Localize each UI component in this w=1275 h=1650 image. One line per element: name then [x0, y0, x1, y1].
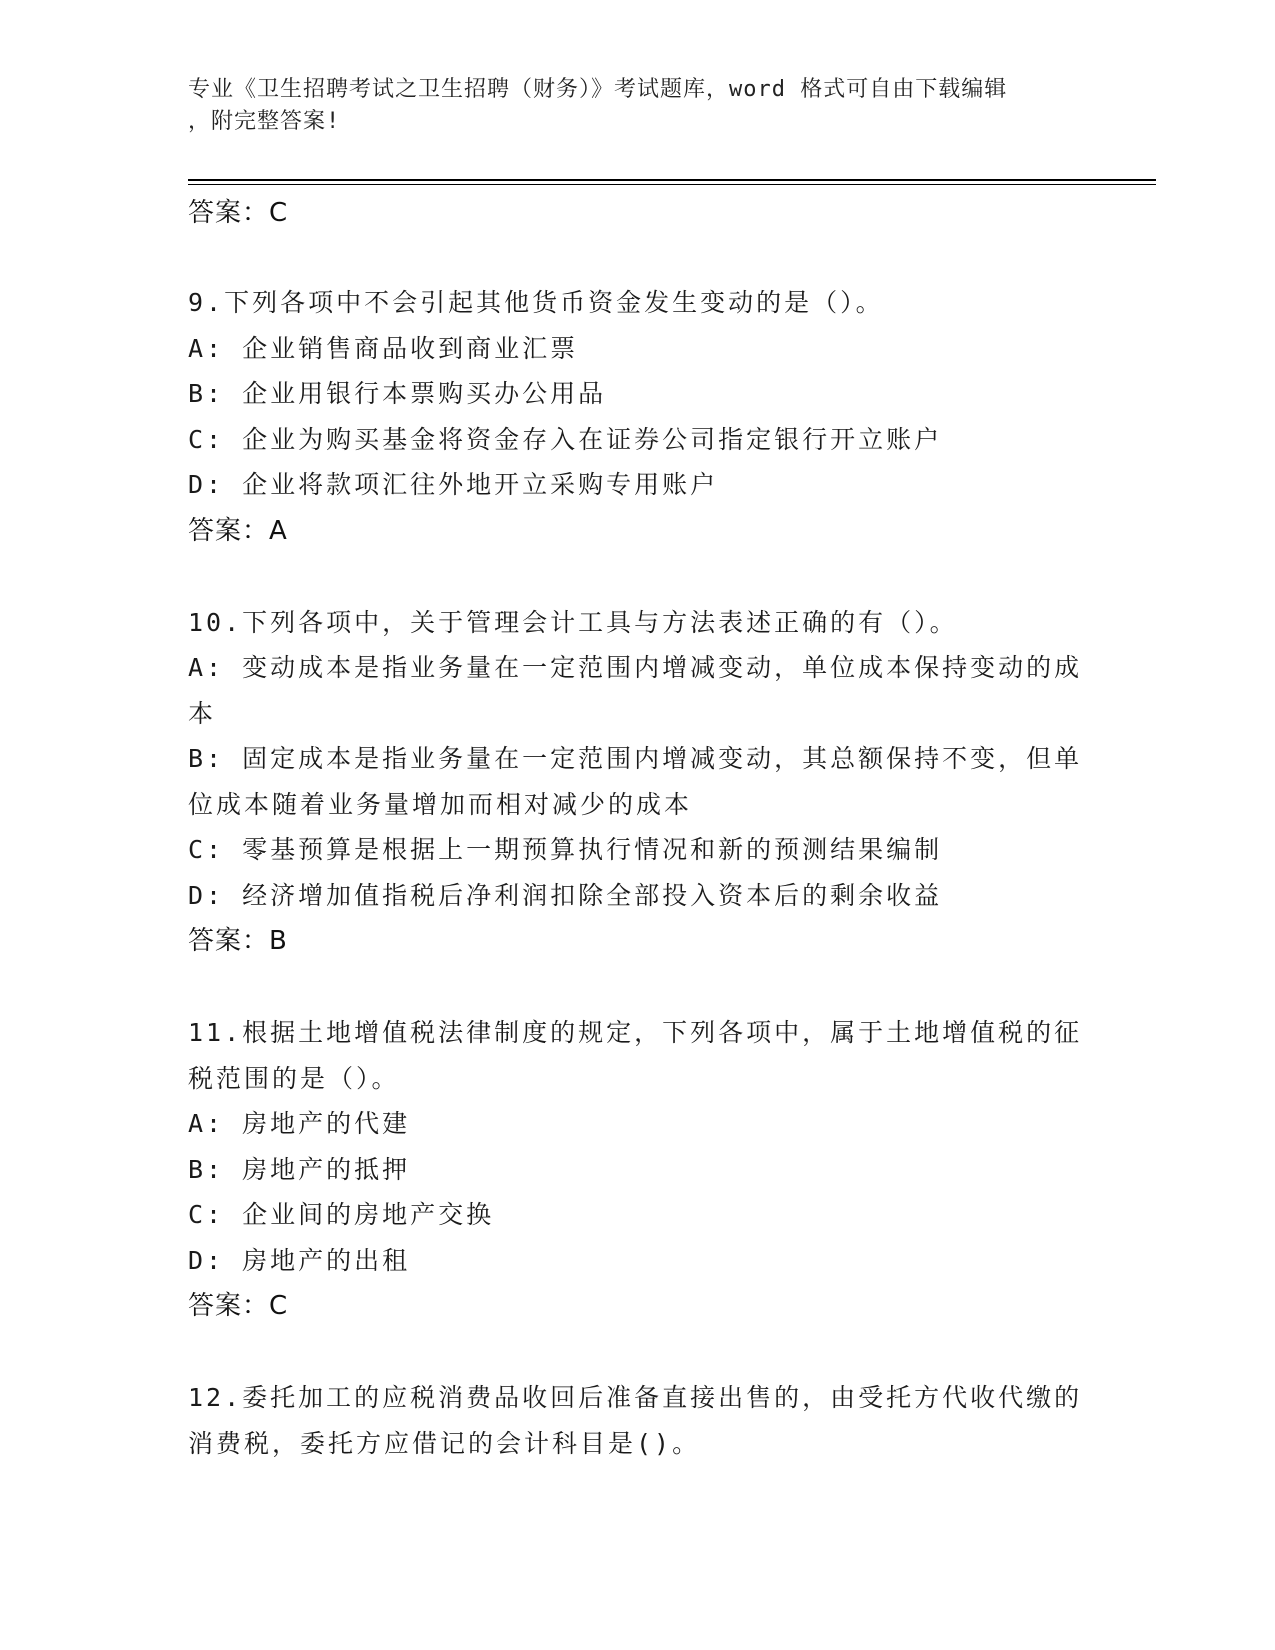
question-text: 12.委托加工的应税消费品收回后准备直接出售的，由受托方代收代缴的消费税，委托方应借记的会计科目是()。: [188, 1383, 1083, 1458]
option-b: B: 固定成本是指业务量在一定范围内增减变动，其总额保持不变，但单位成本随着业务量增加而相对减少的成本: [188, 744, 1083, 819]
question-text: 9.下列各项中不会引起其他货币资金发生变动的是（）。: [188, 288, 884, 317]
option-d: D: 经济增加值指税后净利润扣除全部投入资本后的剩余收益: [188, 880, 943, 910]
question-12: [188, 1375, 1088, 1466]
option-a: A: 变动成本是指业务量在一定范围内增减变动，单位成本保持变动的成本: [188, 653, 1083, 728]
option-c: C: 企业为购买基金将资金存入在证券公司指定银行开立账户: [188, 424, 943, 454]
answer-line: 答案：C: [188, 1291, 289, 1321]
answer-line: 答案：B: [188, 926, 288, 956]
question-text: 10.下列各项中，关于管理会计工具与方法表述正确的有（）。: [188, 607, 958, 637]
option-a: A: 企业销售商品收到商业汇票: [188, 333, 579, 363]
header-line-1: 专业《卫生招聘考试之卫生招聘（财务）》考试题库，word 格式可自由下载编辑: [188, 77, 1008, 102]
option-a: A: 房地产的代建: [188, 1109, 411, 1138]
option-b: B: 房地产的抵押: [188, 1154, 411, 1184]
option-c: C: 零基预算是根据上一期预算执行情况和新的预测结果编制: [188, 835, 943, 864]
option-d: D: 房地产的出租: [188, 1245, 411, 1275]
option-b: B: 企业用银行本票购买办公用品: [188, 379, 607, 408]
question-9: [188, 280, 1088, 554]
question-10: [188, 600, 1088, 965]
header-line-2: ，附完整答案!: [188, 109, 341, 134]
option-d: D: 企业将款项汇往外地开立采购专用账户: [188, 470, 719, 499]
answer-line: 答案：A: [188, 515, 288, 546]
header-divider: [188, 179, 1156, 181]
header-divider-thin: [188, 184, 1156, 185]
document-body: [188, 190, 1088, 1466]
document-header: [188, 74, 1088, 138]
option-c: C: 企业间的房地产交换: [188, 1200, 495, 1229]
question-11: [188, 1010, 1088, 1329]
question-text: 11.根据土地增值税法律制度的规定，下列各项中，属于土地增值税的征税范围的是（）。: [188, 1018, 1083, 1093]
answer-line: 答案：C: [188, 198, 289, 228]
